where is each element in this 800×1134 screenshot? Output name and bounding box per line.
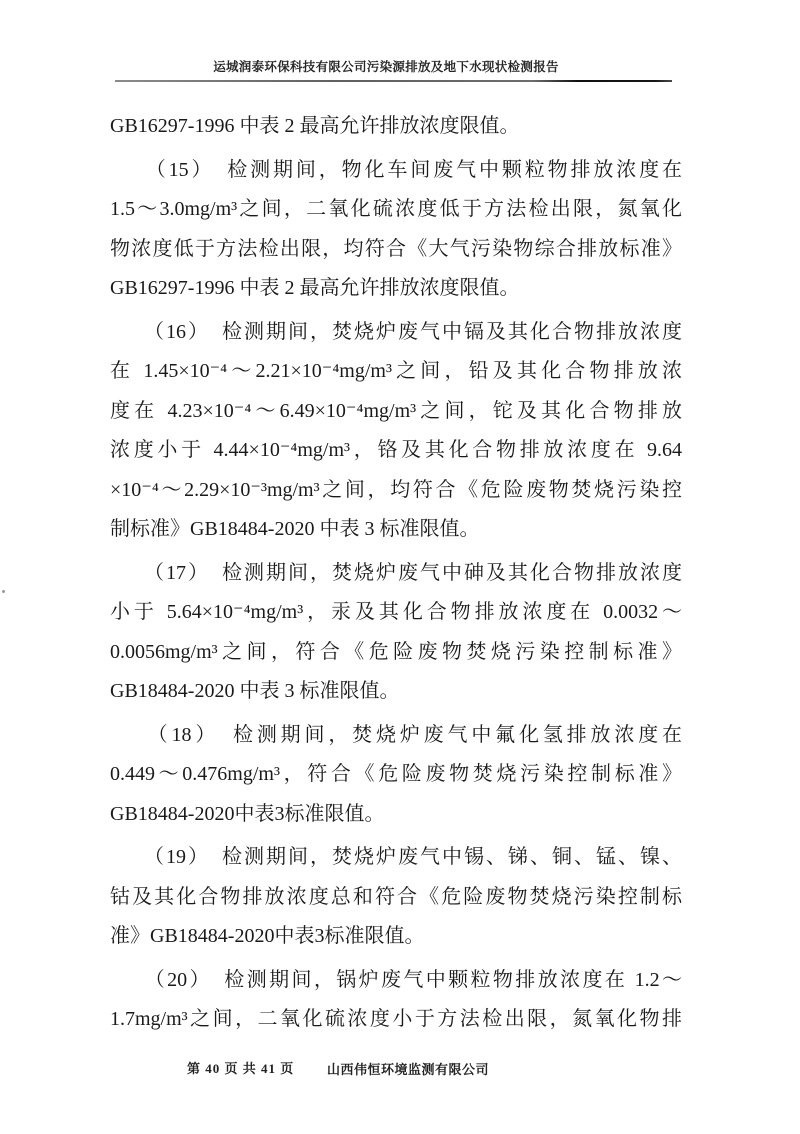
- paragraph: [110, 151, 682, 309]
- paragraph: [110, 554, 682, 712]
- paragraph: [110, 838, 682, 957]
- paragraph: [110, 313, 682, 550]
- page-header-title: 运城润泰环保科技有限公司污染源排放及地下水现状检测报告: [213, 60, 559, 74]
- company-name: 山西伟恒环境监测有限公司: [327, 1062, 490, 1077]
- text-line: GB16297-1996 中表 2 最高允许排放浓度限值。: [110, 277, 520, 299]
- scan-speck-artifact: [2, 590, 5, 593]
- text-line: （19） 检测期间，焚烧炉废气中锡、锑、铜、锰、镍、: [110, 846, 682, 868]
- text-line: ×10⁻⁴～2.29×10⁻³mg/m³之间，均符合《危险废物焚烧污染控: [110, 478, 682, 501]
- text-line: 制标准》GB18484-2020 中表 3 标准限值。: [110, 518, 480, 540]
- text-line: （16） 检测期间，焚烧炉废气中镉及其化合物排放浓度: [110, 320, 682, 343]
- text-line: （18） 检测期间，焚烧炉废气中氟化氢排放浓度在: [110, 723, 682, 746]
- text-line: 0.449～0.476mg/m³，符合《危险废物焚烧污染控制标准》: [110, 763, 682, 785]
- page-number: 第 40 页 共 41 页: [187, 1061, 295, 1076]
- text-line: 0.0056mg/m³之间，符合《危险废物焚烧污染控制标准》: [110, 640, 682, 663]
- paragraph: [110, 107, 682, 147]
- text-line: GB18484-2020中表3标准限值。: [110, 802, 385, 825]
- text-line: （17） 检测期间，焚烧炉废气中砷及其化合物排放浓度: [110, 561, 682, 584]
- document-body: [110, 107, 682, 1040]
- text-line: 小于 5.64×10⁻⁴mg/m³，汞及其化合物排放浓度在 0.0032～: [110, 601, 682, 623]
- text-line: 1.5～3.0mg/m³之间，二氧化硫浓度低于方法检出限，氮氧化: [110, 198, 682, 220]
- text-line: 钴及其化合物排放浓度总和符合《危险废物焚烧污染控制标: [110, 885, 682, 908]
- text-line: 在 1.45×10⁻⁴～2.21×10⁻⁴mg/m³之间，铅及其化合物排放浓: [110, 360, 682, 382]
- text-line: 准》GB18484-2020中表3标准限值。: [110, 925, 425, 947]
- page-footer: [0, 1056, 800, 1080]
- text-line: 物浓度低于方法检出限，均符合《大气污染物综合排放标准》: [110, 237, 682, 260]
- text-line: GB18484-2020 中表 3 标准限值。: [110, 680, 400, 702]
- text-line: （15） 检测期间，物化车间废气中颗粒物排放浓度在: [110, 158, 682, 181]
- paragraph: [110, 716, 682, 835]
- text-line: 度在 4.23×10⁻⁴～6.49×10⁻⁴mg/m³之间，铊及其化合物排放: [110, 399, 682, 422]
- text-line: 1.7mg/m³之间，二氧化硫浓度小于方法检出限，氮氧化物排: [110, 1008, 682, 1030]
- text-line: GB16297-1996 中表 2 最高允许排放浓度限值。: [110, 115, 520, 137]
- text-line: 浓度小于 4.44×10⁻⁴mg/m³，铬及其化合物排放浓度在 9.64: [110, 439, 682, 461]
- paragraph: [110, 961, 682, 1040]
- header-rule-line: [115, 80, 672, 82]
- text-line: （20） 检测期间，锅炉废气中颗粒物排放浓度在 1.2～: [110, 968, 682, 991]
